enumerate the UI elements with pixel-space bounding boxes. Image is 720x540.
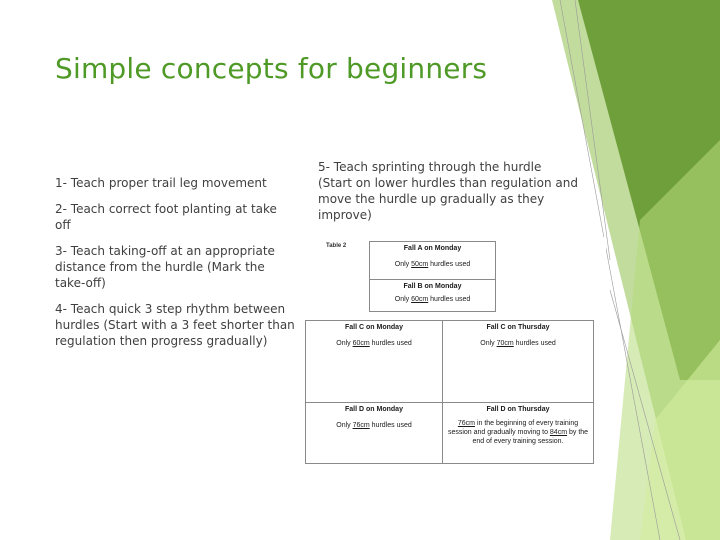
cell-fall-c-thursday [442, 320, 594, 403]
bullet-3: 3- Teach taking-off at an appropriate distance from the hurdle (Mark the take-off) [55, 244, 275, 290]
hurdle-schedule-table [304, 237, 606, 473]
cell-heading: Fall B on Monday [403, 283, 462, 290]
cell-fall-d-thursday [442, 402, 594, 464]
bullet-5: 5- Teach sprinting through the hurdle (Start on lower hurdles than regulation and move the hurdle up gradually as they improve) [318, 160, 578, 222]
table-caption: Table 2 [326, 243, 347, 249]
cell-heading: Fall D on Monday [345, 406, 403, 413]
cell-fall-b-monday [369, 279, 496, 312]
cell-fall-a-monday [369, 241, 496, 280]
slide-title: Simple concepts for beginners [55, 52, 488, 85]
bullet-2: 2- Teach correct foot planting at take off [55, 202, 277, 232]
right-bullet-list [318, 159, 578, 233]
cell-body: 76cm in the beginning of every training session and gradually moving to 84cm by the end of every training session. [447, 420, 589, 445]
cell-body: Only 76cm hurdles used [336, 422, 412, 429]
cell-body: Only 60cm hurdles used [336, 340, 412, 347]
cell-fall-d-monday [305, 402, 443, 464]
cell-body: Only 70cm hurdles used [480, 340, 556, 347]
cell-heading: Fall D on Thursday [486, 406, 550, 413]
bullet-1: 1- Teach proper trail leg movement [55, 176, 267, 190]
left-bullet-list [55, 175, 295, 359]
cell-heading: Fall A on Monday [403, 245, 462, 252]
cell-body: Only 50cm hurdles used [394, 261, 471, 268]
cell-heading: Fall C on Thursday [486, 324, 550, 331]
bullet-4: 4- Teach quick 3 step rhythm between hurdles (Start with a 3 feet shorter than regulation then progress gradually) [55, 302, 295, 348]
cell-fall-c-monday [305, 320, 443, 403]
cell-heading: Fall C on Monday [345, 324, 403, 331]
cell-body: Only 60cm hurdles used [394, 296, 471, 303]
